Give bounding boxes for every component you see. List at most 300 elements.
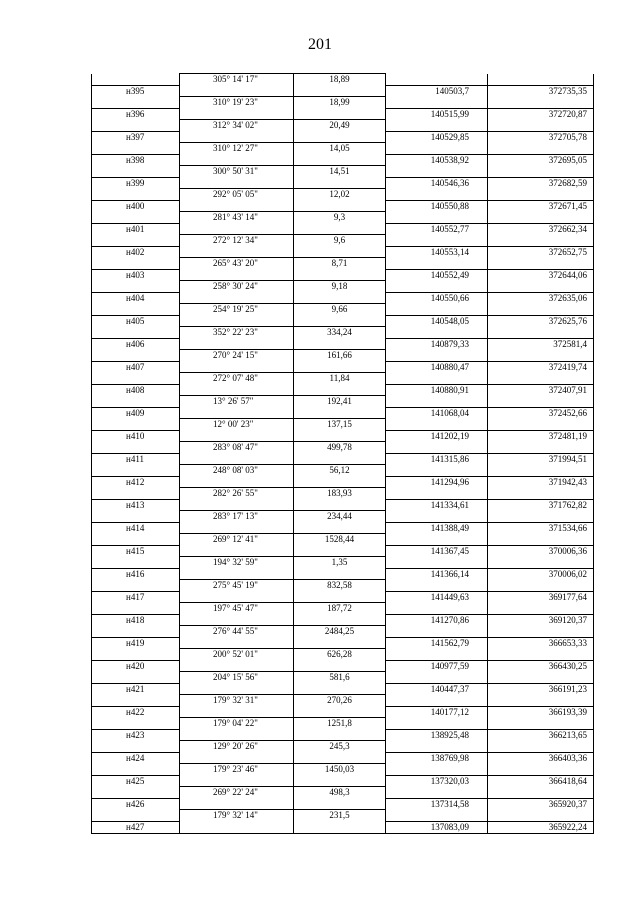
empty-cell: [92, 143, 180, 155]
segment-row: [92, 534, 594, 546]
direction-angle: 179° 32' 31": [180, 695, 294, 707]
empty-cell: [386, 97, 488, 109]
segment-length: 245,3: [294, 741, 386, 753]
segment-length: 137,15: [294, 419, 386, 431]
direction-angle: 283° 08' 47": [180, 442, 294, 454]
empty-cell: [180, 660, 294, 672]
coordinate-y: 366653,33: [488, 637, 594, 649]
direction-angle: 300° 50' 31": [180, 166, 294, 178]
direction-angle: 204° 15' 56": [180, 672, 294, 684]
empty-cell: [180, 292, 294, 304]
empty-cell: [488, 212, 594, 224]
segment-length: 1251,8: [294, 718, 386, 730]
empty-cell: [92, 419, 180, 431]
point-name: н423: [92, 729, 180, 741]
point-row: [92, 223, 594, 235]
table-body: [92, 74, 594, 834]
point-row: [92, 200, 594, 212]
empty-cell: [180, 407, 294, 419]
empty-cell: [488, 580, 594, 592]
segment-length: 498,3: [294, 787, 386, 799]
point-name: н404: [92, 292, 180, 304]
direction-angle: 265° 43' 20": [180, 258, 294, 270]
empty-cell: [488, 603, 594, 615]
segment-row: [92, 718, 594, 730]
segment-row: [92, 695, 594, 707]
point-row: [92, 430, 594, 442]
empty-cell: [488, 166, 594, 178]
empty-cell: [488, 281, 594, 293]
segment-length: 581,6: [294, 672, 386, 684]
empty-cell: [294, 798, 386, 810]
point-name: н418: [92, 614, 180, 626]
empty-cell: [180, 223, 294, 235]
point-name: н398: [92, 154, 180, 166]
empty-cell: [294, 315, 386, 327]
empty-cell: [386, 373, 488, 385]
empty-cell: [294, 706, 386, 718]
point-name: н411: [92, 453, 180, 465]
coordinate-y: 372662,34: [488, 223, 594, 235]
empty-cell: [488, 143, 594, 155]
coordinate-y: 371762,82: [488, 499, 594, 511]
empty-cell: [386, 626, 488, 638]
empty-cell: [386, 442, 488, 454]
direction-angle: 272° 07' 48": [180, 373, 294, 385]
coordinate-x: 138769,98: [386, 752, 488, 764]
segment-length: 499,78: [294, 442, 386, 454]
segment-row: [92, 304, 594, 316]
empty-cell: [294, 614, 386, 626]
segment-row: [92, 350, 594, 362]
empty-cell: [92, 166, 180, 178]
coordinate-y: 369120,37: [488, 614, 594, 626]
segment-length: 270,26: [294, 695, 386, 707]
segment-length: 234,44: [294, 511, 386, 523]
segment-row: [92, 327, 594, 339]
direction-angle: 129° 20' 26": [180, 741, 294, 753]
coordinate-y: 369177,64: [488, 591, 594, 603]
empty-cell: [294, 729, 386, 741]
empty-cell: [294, 154, 386, 166]
empty-cell: [488, 350, 594, 362]
coordinate-x: 140548,05: [386, 315, 488, 327]
point-row: [92, 706, 594, 718]
empty-cell: [92, 603, 180, 615]
segment-row: [92, 120, 594, 132]
point-row: [92, 384, 594, 396]
coordinate-x: 140177,12: [386, 706, 488, 718]
empty-cell: [92, 764, 180, 776]
coordinate-x: 140550,66: [386, 292, 488, 304]
segment-length: 9,3: [294, 212, 386, 224]
coordinate-y: 366193,39: [488, 706, 594, 718]
empty-cell: [386, 718, 488, 730]
empty-cell: [488, 373, 594, 385]
point-row: [92, 154, 594, 166]
empty-cell: [386, 143, 488, 155]
direction-angle: 269° 22' 24": [180, 787, 294, 799]
coordinate-y: 366430,25: [488, 660, 594, 672]
coordinate-x: 141388,49: [386, 522, 488, 534]
direction-angle: 270° 24' 15": [180, 350, 294, 362]
coordinate-x: 140553,14: [386, 246, 488, 258]
coordinate-x: 140880,47: [386, 361, 488, 373]
coordinate-x: 140552,49: [386, 269, 488, 281]
segment-length: 20,49: [294, 120, 386, 132]
coordinate-x: 138925,48: [386, 729, 488, 741]
empty-cell: [92, 465, 180, 477]
coordinate-x: 140503,7: [386, 85, 488, 97]
segment-row: [92, 580, 594, 592]
point-row: [92, 292, 594, 304]
empty-cell: [294, 752, 386, 764]
point-name: н400: [92, 200, 180, 212]
segment-row: [92, 189, 594, 201]
coordinate-y: 372671,45: [488, 200, 594, 212]
direction-angle: 272° 12' 34": [180, 235, 294, 247]
empty-cell: [92, 488, 180, 500]
empty-cell: [92, 373, 180, 385]
coordinate-y: 366213,65: [488, 729, 594, 741]
empty-cell: [180, 798, 294, 810]
empty-cell: [294, 269, 386, 281]
empty-cell: [180, 154, 294, 166]
empty-cell: [180, 821, 294, 833]
direction-angle: 292° 05' 05": [180, 189, 294, 201]
empty-cell: [488, 488, 594, 500]
empty-cell: [180, 522, 294, 534]
empty-cell: [488, 672, 594, 684]
empty-cell: [386, 74, 488, 86]
segment-row: [92, 649, 594, 661]
empty-cell: [92, 258, 180, 270]
direction-angle: 352° 22' 23": [180, 327, 294, 339]
empty-cell: [92, 212, 180, 224]
coordinate-x: 141068,04: [386, 407, 488, 419]
coordinate-y: 365920,37: [488, 798, 594, 810]
empty-cell: [92, 787, 180, 799]
coordinate-x: 140880,91: [386, 384, 488, 396]
direction-angle: 275° 45' 19": [180, 580, 294, 592]
empty-cell: [180, 200, 294, 212]
empty-cell: [488, 419, 594, 431]
empty-cell: [386, 603, 488, 615]
empty-cell: [92, 97, 180, 109]
direction-angle: 282° 26' 55": [180, 488, 294, 500]
direction-angle: 254° 19' 25": [180, 304, 294, 316]
segment-length: 1,35: [294, 557, 386, 569]
empty-cell: [294, 177, 386, 189]
empty-cell: [386, 327, 488, 339]
empty-cell: [92, 396, 180, 408]
empty-cell: [294, 683, 386, 695]
coordinate-y: 372419,74: [488, 361, 594, 373]
empty-cell: [488, 718, 594, 730]
segment-row: [92, 281, 594, 293]
point-name: н420: [92, 660, 180, 672]
empty-cell: [488, 741, 594, 753]
empty-cell: [294, 775, 386, 787]
coordinate-y: 370006,36: [488, 545, 594, 557]
direction-angle: 305° 14' 17": [180, 74, 294, 86]
segment-length: 1528,44: [294, 534, 386, 546]
point-name: н402: [92, 246, 180, 258]
coordinate-y: 365922,24: [488, 821, 594, 833]
empty-cell: [488, 258, 594, 270]
coordinate-x: 140550,88: [386, 200, 488, 212]
empty-cell: [92, 626, 180, 638]
empty-cell: [488, 235, 594, 247]
empty-cell: [294, 246, 386, 258]
coordinate-x: 137320,03: [386, 775, 488, 787]
point-row: [92, 821, 594, 833]
point-row: [92, 614, 594, 626]
direction-angle: 310° 19' 23": [180, 97, 294, 109]
direction-angle: 312° 34' 02": [180, 120, 294, 132]
coordinate-x: 140977,59: [386, 660, 488, 672]
point-name: н399: [92, 177, 180, 189]
empty-cell: [180, 545, 294, 557]
segment-row: [92, 442, 594, 454]
point-name: н408: [92, 384, 180, 396]
direction-angle: 13° 26' 57": [180, 396, 294, 408]
point-name: н406: [92, 338, 180, 350]
empty-cell: [386, 396, 488, 408]
empty-cell: [180, 591, 294, 603]
empty-cell: [294, 637, 386, 649]
empty-cell: [180, 775, 294, 787]
segment-length: 14,05: [294, 143, 386, 155]
segment-length: 11,84: [294, 373, 386, 385]
empty-cell: [386, 787, 488, 799]
segment-row: [92, 787, 594, 799]
coordinate-y: 371942,43: [488, 476, 594, 488]
point-name: н424: [92, 752, 180, 764]
coordinate-y: 370006,02: [488, 568, 594, 580]
point-row: [92, 637, 594, 649]
segment-length: 187,72: [294, 603, 386, 615]
coordinate-y: 372481,19: [488, 430, 594, 442]
empty-cell: [294, 660, 386, 672]
coordinate-y: 372407,91: [488, 384, 594, 396]
coordinate-y: 372682,59: [488, 177, 594, 189]
segment-length: 14,51: [294, 166, 386, 178]
coordinate-y: 371534,66: [488, 522, 594, 534]
empty-cell: [294, 85, 386, 97]
point-row: [92, 499, 594, 511]
empty-cell: [386, 764, 488, 776]
segment-length: 626,28: [294, 649, 386, 661]
segment-row: [92, 212, 594, 224]
empty-cell: [180, 430, 294, 442]
empty-cell: [180, 361, 294, 373]
segment-row: [92, 258, 594, 270]
empty-cell: [180, 108, 294, 120]
point-row: [92, 775, 594, 787]
segment-row: [92, 143, 594, 155]
empty-cell: [488, 649, 594, 661]
empty-cell: [488, 442, 594, 454]
segment-length: 9,18: [294, 281, 386, 293]
coordinate-x: 137083,09: [386, 821, 488, 833]
point-row: [92, 338, 594, 350]
empty-cell: [294, 131, 386, 143]
coordinate-x: 141202,19: [386, 430, 488, 442]
segment-length: 334,24: [294, 327, 386, 339]
coordinate-x: 140552,77: [386, 223, 488, 235]
empty-cell: [386, 695, 488, 707]
coordinate-x: 140538,92: [386, 154, 488, 166]
point-row: [92, 476, 594, 488]
segment-length: 192,41: [294, 396, 386, 408]
point-name: н397: [92, 131, 180, 143]
empty-cell: [386, 557, 488, 569]
direction-angle: 281° 43' 14": [180, 212, 294, 224]
empty-cell: [180, 614, 294, 626]
empty-cell: [180, 752, 294, 764]
empty-cell: [488, 787, 594, 799]
coordinate-x: 140529,85: [386, 131, 488, 143]
empty-cell: [386, 741, 488, 753]
empty-cell: [294, 338, 386, 350]
coordinate-x: 141449,63: [386, 591, 488, 603]
empty-cell: [488, 764, 594, 776]
direction-angle: 248° 08' 03": [180, 465, 294, 477]
empty-cell: [92, 741, 180, 753]
empty-cell: [92, 442, 180, 454]
empty-cell: [92, 235, 180, 247]
coordinate-x: 141294,96: [386, 476, 488, 488]
segment-row: [92, 396, 594, 408]
empty-cell: [180, 131, 294, 143]
empty-cell: [294, 108, 386, 120]
point-row: [92, 269, 594, 281]
segment-row: [92, 741, 594, 753]
empty-cell: [488, 465, 594, 477]
point-name: н414: [92, 522, 180, 534]
empty-cell: [92, 718, 180, 730]
empty-cell: [386, 419, 488, 431]
point-row: [92, 85, 594, 97]
point-name: н413: [92, 499, 180, 511]
point-row: [92, 522, 594, 534]
empty-cell: [488, 534, 594, 546]
empty-cell: [386, 212, 488, 224]
empty-cell: [92, 281, 180, 293]
segment-length: 56,12: [294, 465, 386, 477]
empty-cell: [294, 568, 386, 580]
coordinate-y: 372705,78: [488, 131, 594, 143]
point-name: н427: [92, 821, 180, 833]
empty-cell: [488, 626, 594, 638]
segment-row: [92, 465, 594, 477]
segment-length: 832,58: [294, 580, 386, 592]
empty-cell: [294, 200, 386, 212]
point-name: н412: [92, 476, 180, 488]
empty-cell: [488, 557, 594, 569]
empty-cell: [92, 189, 180, 201]
segment-length: 8,71: [294, 258, 386, 270]
empty-cell: [180, 246, 294, 258]
point-name: н415: [92, 545, 180, 557]
segment-row: [92, 488, 594, 500]
coordinate-y: 372735,35: [488, 85, 594, 97]
empty-cell: [386, 810, 488, 822]
segment-length: 18,99: [294, 97, 386, 109]
empty-cell: [488, 327, 594, 339]
segment-length: 9,66: [294, 304, 386, 316]
coordinate-y: 366403,36: [488, 752, 594, 764]
point-row: [92, 683, 594, 695]
empty-cell: [294, 292, 386, 304]
empty-cell: [294, 407, 386, 419]
direction-angle: 258° 30' 24": [180, 281, 294, 293]
point-row: [92, 315, 594, 327]
segment-row: [92, 603, 594, 615]
point-name: н426: [92, 798, 180, 810]
coordinate-y: 366418,64: [488, 775, 594, 787]
empty-cell: [294, 499, 386, 511]
empty-cell: [294, 430, 386, 442]
segment-row: [92, 672, 594, 684]
point-row: [92, 752, 594, 764]
segment-row: [92, 511, 594, 523]
empty-cell: [180, 177, 294, 189]
point-name: н395: [92, 85, 180, 97]
coordinate-y: 372635,06: [488, 292, 594, 304]
empty-cell: [294, 361, 386, 373]
empty-cell: [294, 522, 386, 534]
coordinate-y: 372644,06: [488, 269, 594, 281]
empty-cell: [180, 315, 294, 327]
segment-row: [92, 557, 594, 569]
empty-cell: [92, 557, 180, 569]
empty-cell: [386, 488, 488, 500]
direction-angle: 276° 44' 55": [180, 626, 294, 638]
empty-cell: [488, 511, 594, 523]
empty-cell: [386, 281, 488, 293]
point-name: н416: [92, 568, 180, 580]
empty-cell: [386, 672, 488, 684]
segment-length: 161,66: [294, 350, 386, 362]
segment-row: [92, 235, 594, 247]
point-row: [92, 545, 594, 557]
empty-cell: [180, 384, 294, 396]
point-name: н417: [92, 591, 180, 603]
direction-angle: 200° 52' 01": [180, 649, 294, 661]
point-name: н407: [92, 361, 180, 373]
empty-cell: [488, 120, 594, 132]
empty-cell: [294, 384, 386, 396]
segment-length: 2484,25: [294, 626, 386, 638]
segment-row: [92, 626, 594, 638]
empty-cell: [488, 189, 594, 201]
empty-cell: [92, 327, 180, 339]
coordinate-y: 372581,4: [488, 338, 594, 350]
empty-cell: [294, 591, 386, 603]
direction-angle: 310° 12' 27": [180, 143, 294, 155]
empty-cell: [180, 499, 294, 511]
empty-cell: [180, 568, 294, 580]
point-name: н425: [92, 775, 180, 787]
coordinate-y: 372695,05: [488, 154, 594, 166]
empty-cell: [386, 350, 488, 362]
empty-cell: [92, 649, 180, 661]
point-name: н422: [92, 706, 180, 718]
direction-angle: 194° 32' 59": [180, 557, 294, 569]
empty-cell: [92, 74, 180, 86]
